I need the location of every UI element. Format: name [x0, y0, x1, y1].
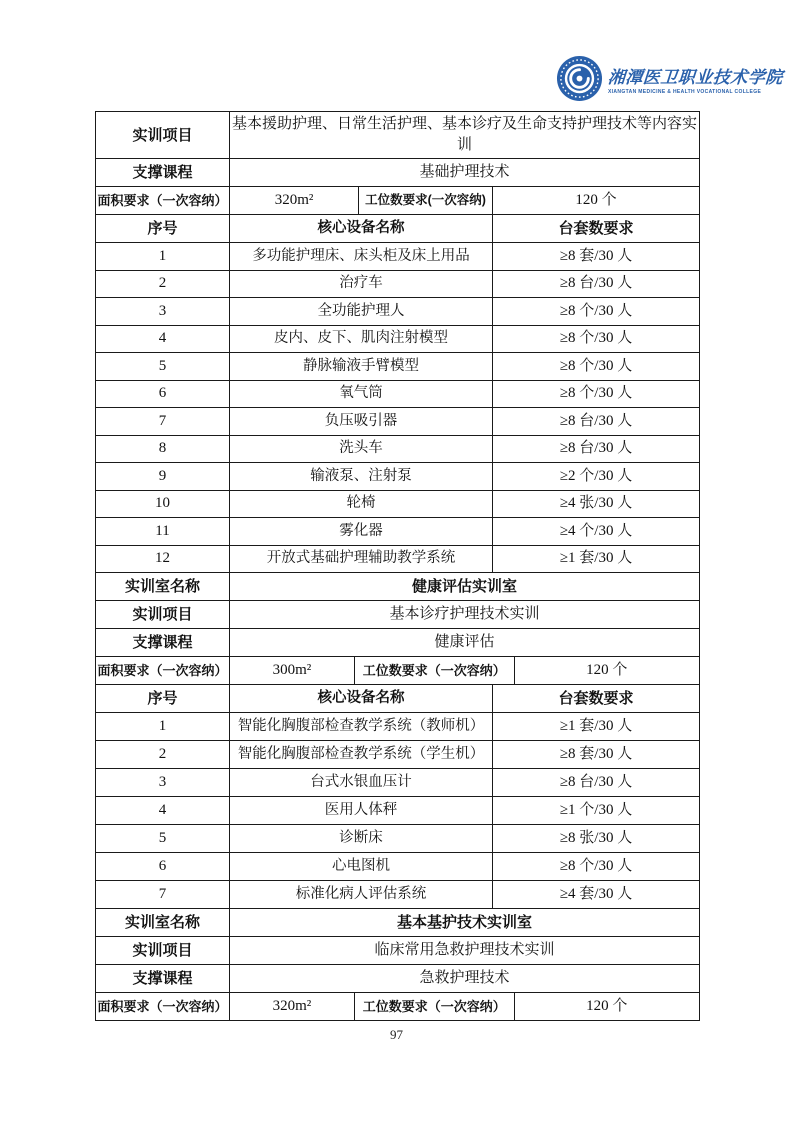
label-cell: 实训室名称 [125, 578, 201, 595]
equipment-name-cell: 智能化胸腹部检查教学系统（学生机） [229, 741, 492, 768]
serial-cell: 2 [158, 275, 167, 292]
college-emblem-icon [556, 55, 603, 102]
quantity-cell: ≥2 个/30 人 [492, 463, 699, 490]
equipment-name-cell: 皮内、皮下、肌肉注射模型 [229, 326, 492, 353]
equipment-name-cell: 治疗车 [229, 271, 492, 298]
quantity-header-cell: 台套数要求 [492, 685, 699, 712]
serial-cell: 4 [158, 802, 167, 818]
equipment-row [96, 297, 699, 325]
area-row [96, 656, 699, 684]
quantity-cell: ≥8 台/30 人 [492, 408, 699, 435]
quantity-cell: ≥8 套/30 人 [492, 741, 699, 768]
equipment-row [96, 740, 699, 768]
info-row [96, 600, 699, 628]
equipment-row [96, 768, 699, 796]
serial-cell: 6 [158, 385, 167, 402]
quantity-cell: ≥1 套/30 人 [492, 713, 699, 740]
serial-cell: 7 [158, 412, 167, 429]
value-cell: 急救护理技术 [229, 965, 699, 992]
equipment-row [96, 407, 699, 435]
serial-cell: 2 [158, 746, 167, 762]
equipment-row [96, 824, 699, 852]
college-name-zh: 湘潭医卫职业技术学院 [607, 67, 784, 87]
equipment-row [96, 517, 699, 545]
serial-cell: 11 [155, 522, 170, 539]
serial-cell: 5 [158, 830, 167, 846]
equipment-name-cell: 心电图机 [229, 853, 492, 880]
equipment-name-cell: 负压吸引器 [229, 408, 492, 435]
area-value-cell: 320m² [229, 993, 354, 1020]
serial-cell: 1 [158, 718, 167, 734]
area-value-cell: 320m² [229, 187, 358, 214]
info-row [96, 628, 699, 656]
quantity-cell: ≥4 套/30 人 [492, 881, 699, 908]
stations-value-cell: 120 个 [514, 993, 699, 1020]
equipment-row [96, 380, 699, 408]
equipment-name-header-cell: 核心设备名称 [229, 215, 492, 242]
equipment-row [96, 270, 699, 298]
serial-cell: 5 [158, 357, 167, 374]
value-cell: 基本援助护理、日常生活护理、基本诊疗及生命支持护理技术等内容实训 [229, 112, 699, 158]
quantity-cell: ≥8 个/30 人 [492, 381, 699, 408]
serial-cell: 9 [158, 467, 167, 484]
value-cell: 临床常用急救护理技术实训 [229, 937, 699, 964]
equipment-name-header-cell: 核心设备名称 [229, 685, 492, 712]
label-cell: 支撑课程 [132, 634, 193, 651]
value-cell: 健康评估实训室 [229, 573, 699, 600]
label-cell: 实训项目 [132, 606, 193, 623]
quantity-cell: ≥1 个/30 人 [492, 797, 699, 824]
label-cell: 实训室名称 [125, 914, 201, 931]
quantity-cell: ≥8 台/30 人 [492, 271, 699, 298]
quantity-cell: ≥8 台/30 人 [492, 769, 699, 796]
value-cell: 基础护理技术 [229, 159, 699, 186]
equipment-row [96, 545, 699, 573]
serial-cell: 3 [158, 302, 167, 319]
area-row [96, 992, 699, 1020]
equipment-row [96, 712, 699, 740]
label-cell: 支撑课程 [132, 970, 193, 987]
equipment-name-cell: 多功能护理床、床头柜及床上用品 [229, 243, 492, 270]
serial-cell: 12 [155, 550, 170, 567]
quantity-cell: ≥8 套/30 人 [492, 243, 699, 270]
quantity-header-cell: 台套数要求 [492, 215, 699, 242]
page-number: 97 [390, 1027, 403, 1042]
equipment-name-cell: 洗头车 [229, 436, 492, 463]
area-row [96, 186, 699, 214]
equipment-name-cell: 静脉输液手臂模型 [229, 353, 492, 380]
area-label-cell: 面积要求（一次容纳） [97, 193, 228, 208]
serial-cell: 8 [158, 440, 167, 457]
equipment-row [96, 325, 699, 353]
equipment-row [96, 242, 699, 270]
serial-cell: 7 [158, 886, 167, 902]
equipment-name-cell: 医用人体秤 [229, 797, 492, 824]
area-value-cell: 300m² [229, 657, 354, 684]
serial-cell: 4 [158, 330, 167, 347]
value-cell: 健康评估 [229, 629, 699, 656]
equipment-row [96, 796, 699, 824]
equipment-header-row [96, 214, 699, 242]
equipment-row [96, 435, 699, 463]
equipment-row [96, 852, 699, 880]
room-name-row [96, 908, 699, 936]
equipment-name-cell: 氧气筒 [229, 381, 492, 408]
label-cell: 实训项目 [132, 126, 193, 144]
equipment-name-cell: 轮椅 [229, 491, 492, 518]
serial-cell: 6 [158, 858, 167, 874]
equipment-name-cell: 台式水银血压计 [229, 769, 492, 796]
quantity-cell: ≥8 张/30 人 [492, 825, 699, 852]
area-label-cell: 面积要求（一次容纳） [97, 999, 228, 1014]
quantity-cell: ≥8 个/30 人 [492, 353, 699, 380]
equipment-name-cell: 标准化病人评估系统 [229, 881, 492, 908]
equipment-row [96, 352, 699, 380]
equipment-name-cell: 开放式基础护理辅助教学系统 [229, 546, 492, 573]
equipment-name-cell: 智能化胸腹部检查教学系统（教师机） [229, 713, 492, 740]
equipment-header-row [96, 684, 699, 712]
serial-cell: 1 [158, 247, 167, 264]
area-label-cell: 面积要求（一次容纳） [97, 663, 228, 678]
label-cell: 支撑课程 [132, 164, 193, 181]
quantity-cell: ≥4 张/30 人 [492, 491, 699, 518]
equipment-name-cell: 诊断床 [229, 825, 492, 852]
college-name-block [608, 63, 783, 95]
serial-cell: 10 [155, 495, 170, 512]
quantity-cell: ≥8 个/30 人 [492, 326, 699, 353]
training-room-table [95, 111, 700, 1021]
equipment-name-cell: 输液泵、注射泵 [229, 463, 492, 490]
info-row [96, 964, 699, 992]
quantity-cell: ≥8 个/30 人 [492, 298, 699, 325]
quantity-cell: ≥8 台/30 人 [492, 436, 699, 463]
equipment-row [96, 490, 699, 518]
stations-label-cell: 工位数要求(一次容纳) [358, 187, 492, 214]
equipment-row [96, 880, 699, 908]
equipment-row [96, 462, 699, 490]
stations-label-cell: 工位数要求（一次容纳） [354, 993, 514, 1020]
quantity-cell: ≥4 个/30 人 [492, 518, 699, 545]
college-logo [556, 55, 783, 102]
quantity-cell: ≥1 套/30 人 [492, 546, 699, 573]
equipment-name-cell: 雾化器 [229, 518, 492, 545]
serial-header-cell: 序号 [147, 690, 178, 707]
serial-cell: 3 [158, 774, 167, 790]
college-name-en: XIANGTAN MEDICINE & HEALTH VOCATIONAL COLLEGE [608, 88, 762, 95]
serial-header-cell: 序号 [147, 220, 178, 237]
equipment-name-cell: 全功能护理人 [229, 298, 492, 325]
stations-value-cell: 120 个 [492, 187, 699, 214]
info-row [96, 936, 699, 964]
value-cell: 基本基护技术实训室 [229, 909, 699, 936]
stations-label-cell: 工位数要求（一次容纳） [354, 657, 514, 684]
value-cell: 基本诊疗护理技术实训 [229, 601, 699, 628]
quantity-cell: ≥8 个/30 人 [492, 853, 699, 880]
label-cell: 实训项目 [132, 942, 193, 959]
info-row [96, 158, 699, 186]
info-row [96, 112, 699, 158]
room-name-row [96, 572, 699, 600]
stations-value-cell: 120 个 [514, 657, 699, 684]
